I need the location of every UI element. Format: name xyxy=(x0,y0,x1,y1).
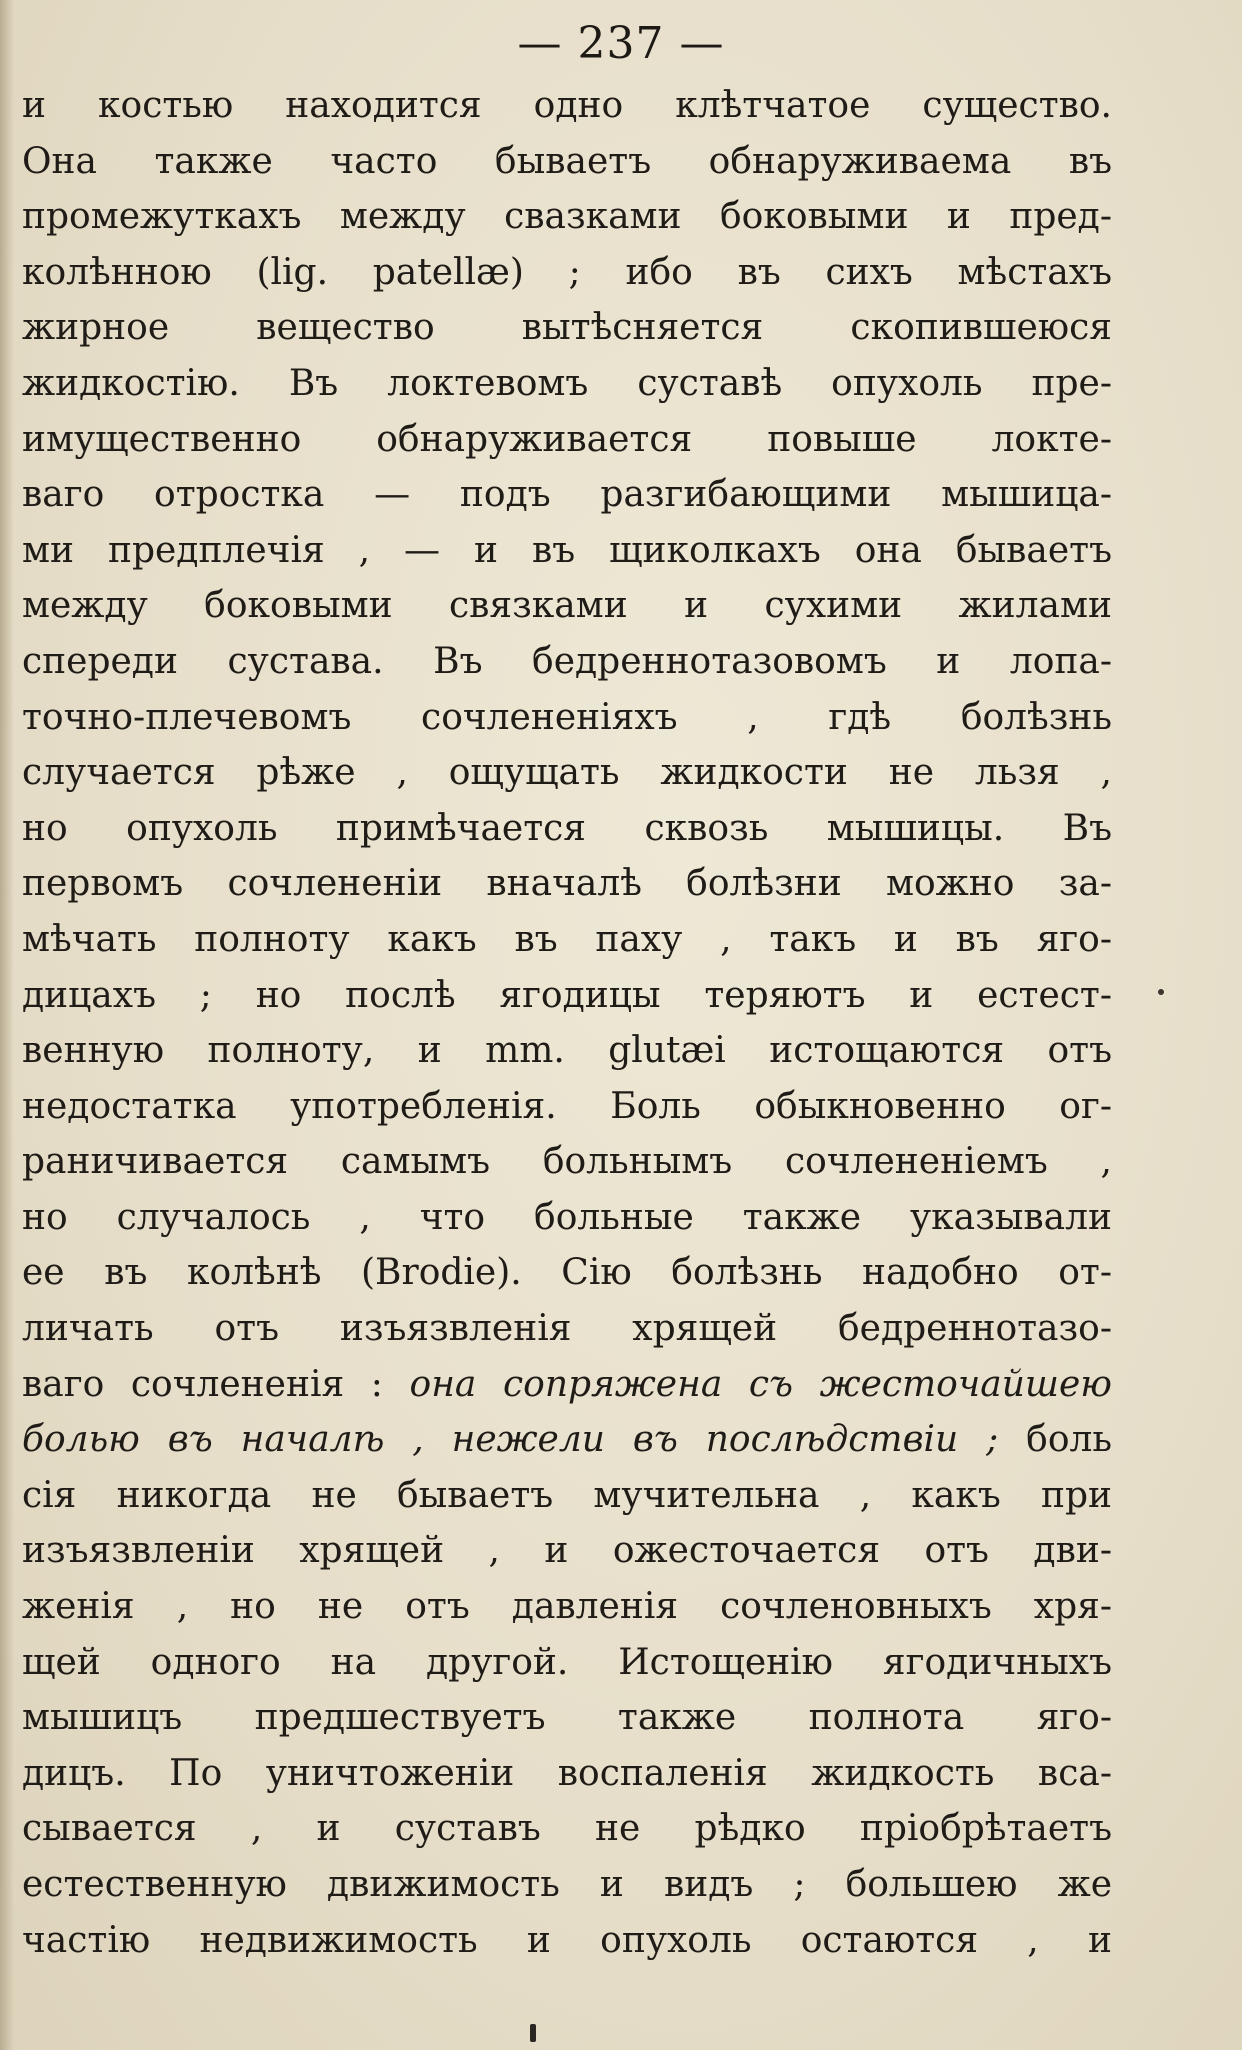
text-line: случается рѣже , ощущать жидкости не льзя , xyxy=(22,752,1112,794)
text-line: частію недвижимость и опухоль остаются , и xyxy=(22,1919,1112,1961)
text-line: дицахъ ; но послѣ ягодицы теряютъ и естест- xyxy=(22,974,1112,1016)
page-number: — 237 — xyxy=(517,18,725,69)
text-line: колѣнною (lig. patellæ) ; ибо въ сихъ мѣстахъ xyxy=(22,251,1112,293)
text-run-italic: болью въ началѣ , нежели въ послѣдствіи ; xyxy=(22,1419,999,1461)
text-line: ми предплечія , — и въ щиколкахъ она бываетъ xyxy=(22,529,1112,571)
body-text xyxy=(22,78,1112,1968)
text-line: и костью находится одно клѣтчатое существо. xyxy=(22,85,1112,126)
text-line-mixed xyxy=(22,1412,1112,1468)
text-line: между боковыми связками и сухими жилами xyxy=(22,585,1112,627)
text-line: промежуткахъ между свазками боковыми и пред- xyxy=(22,196,1112,238)
text-line: личать отъ изъязвленія хрящей бедреннотазо- xyxy=(22,1308,1112,1350)
text-line: но опухоль примѣчается сквозь мышицы. Въ xyxy=(22,807,1112,849)
text-line: мѣчать полноту какъ въ паху , такъ и въ яго- xyxy=(22,918,1112,960)
text-line: сія никогда не бываетъ мучительна , какъ при xyxy=(22,1474,1112,1516)
text-line: Она также часто бываетъ обнаруживаема въ xyxy=(22,140,1112,182)
text-line: недостатка употребленія. Боль обыкновенно ог- xyxy=(22,1085,1112,1127)
text-line: ваго отростка — подъ разгибающими мышица- xyxy=(22,474,1112,516)
text-line: сывается , и суставъ не рѣдко пріобрѣтаетъ xyxy=(22,1808,1112,1850)
text-run-regular: боль xyxy=(998,1419,1112,1461)
text-line: щей одного на другой. Истощенію ягодичныхъ xyxy=(22,1641,1112,1683)
text-line: точно-плечевомъ сочлененіяхъ , гдѣ болѣзнь xyxy=(22,696,1112,738)
text-run-italic: она сопряжена съ жесточайшею xyxy=(409,1363,1112,1405)
text-line: изъязвленіи хрящей , и ожесточается отъ дви- xyxy=(22,1530,1112,1572)
text-line: раничивается самымъ больнымъ сочлененіемъ , xyxy=(22,1141,1112,1183)
text-line: первомъ сочлененіи вначалѣ болѣзни можно за- xyxy=(22,863,1112,905)
text-line: дицъ. По уничтоженіи воспаленія жидкость вса- xyxy=(22,1752,1112,1794)
text-line-mixed xyxy=(22,1357,1112,1413)
text-line: ее въ колѣнѣ (Brodie). Сію болѣзнь надобно от- xyxy=(22,1252,1112,1294)
text-line: естественную движимость и видъ ; большею же xyxy=(22,1864,1112,1905)
text-line: венную полноту, и mm. glutæi истощаются отъ xyxy=(22,1030,1112,1072)
text-line: жирное вещество вытѣсняется скопившеюся xyxy=(22,307,1112,349)
ink-speck xyxy=(1158,989,1164,995)
text-line: спереди сустава. Въ бедреннотазовомъ и лопа- xyxy=(22,640,1112,682)
catchword-mark xyxy=(530,2024,536,2042)
text-line: имущественно обнаруживается повыше локте- xyxy=(22,418,1112,460)
text-line: женія , но не отъ давленія сочленовныхъ хря- xyxy=(22,1586,1112,1628)
text-line: мышицъ предшествуетъ также полнота яго- xyxy=(22,1697,1112,1739)
page-gutter-shadow xyxy=(0,0,14,2050)
text-run-regular: ваго сочлененія : xyxy=(22,1363,410,1405)
text-line: жидкостію. Въ локтевомъ суставѣ опухоль пре- xyxy=(22,362,1112,404)
text-line: но случалось , что больные также указывали xyxy=(22,1196,1112,1238)
